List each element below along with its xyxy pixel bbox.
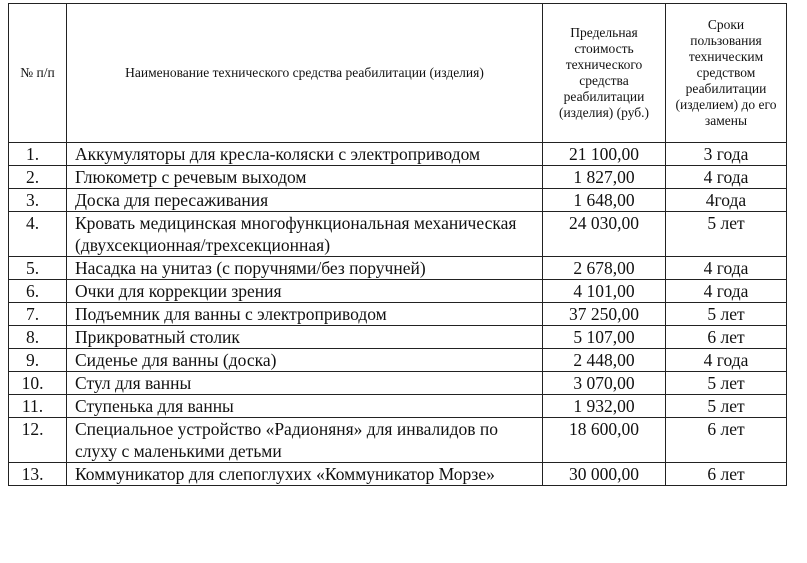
row-term: 3 года xyxy=(666,143,787,166)
row-term: 5 лет xyxy=(666,303,787,326)
table-row xyxy=(9,143,787,166)
table-row xyxy=(9,395,787,418)
row-term: 4 года xyxy=(666,257,787,280)
row-term: 4 года xyxy=(666,349,787,372)
row-num: 9. xyxy=(9,349,67,372)
row-price: 24 030,00 xyxy=(543,212,666,257)
row-num: 13. xyxy=(9,463,67,486)
row-name: Подъемник для ванны с электроприводом xyxy=(67,303,543,326)
row-name: Насадка на унитаз (с поручнями/без поручней) xyxy=(67,257,543,280)
row-name: Специальное устройство «Радионяня» для инвалидов по слуху с маленькими детьми xyxy=(67,418,543,463)
row-num: 3. xyxy=(9,189,67,212)
table-row xyxy=(9,418,787,463)
row-num: 12. xyxy=(9,418,67,463)
row-num: 10. xyxy=(9,372,67,395)
row-num: 7. xyxy=(9,303,67,326)
row-price: 30 000,00 xyxy=(543,463,666,486)
table-row xyxy=(9,212,787,257)
row-term: 6 лет xyxy=(666,463,787,486)
table-row xyxy=(9,189,787,212)
row-term: 5 лет xyxy=(666,212,787,257)
row-price: 2 448,00 xyxy=(543,349,666,372)
row-price: 2 678,00 xyxy=(543,257,666,280)
row-name: Прикроватный столик xyxy=(67,326,543,349)
table-row xyxy=(9,280,787,303)
row-price: 1 827,00 xyxy=(543,166,666,189)
row-term: 5 лет xyxy=(666,372,787,395)
row-name: Коммуникатор для слепоглухих «Коммуникатор Морзе» xyxy=(67,463,543,486)
table-row xyxy=(9,349,787,372)
rehab-devices-table xyxy=(8,3,787,486)
row-price: 37 250,00 xyxy=(543,303,666,326)
header-num: № п/п xyxy=(9,4,67,143)
row-num: 2. xyxy=(9,166,67,189)
row-price: 4 101,00 xyxy=(543,280,666,303)
row-price: 1 932,00 xyxy=(543,395,666,418)
row-price: 18 600,00 xyxy=(543,418,666,463)
row-name: Очки для коррекции зрения xyxy=(67,280,543,303)
header-price: Предельная стоимость технического средства реабилитации (изделия) (руб.) xyxy=(543,4,666,143)
row-num: 1. xyxy=(9,143,67,166)
table-row xyxy=(9,372,787,395)
row-term: 4года xyxy=(666,189,787,212)
row-name: Стул для ванны xyxy=(67,372,543,395)
header-name: Наименование технического средства реабилитации (изделия) xyxy=(67,4,543,143)
row-price: 3 070,00 xyxy=(543,372,666,395)
header-row xyxy=(9,4,787,143)
row-num: 5. xyxy=(9,257,67,280)
header-term: Сроки пользования техническим средством реабилитации (изделием) до его замены xyxy=(666,4,787,143)
table-row xyxy=(9,326,787,349)
row-num: 6. xyxy=(9,280,67,303)
row-name: Доска для пересаживания xyxy=(67,189,543,212)
table-row xyxy=(9,257,787,280)
row-name: Глюкометр с речевым выходом xyxy=(67,166,543,189)
row-price: 1 648,00 xyxy=(543,189,666,212)
table-row xyxy=(9,303,787,326)
row-term: 4 года xyxy=(666,166,787,189)
row-term: 6 лет xyxy=(666,326,787,349)
row-name: Сиденье для ванны (доска) xyxy=(67,349,543,372)
row-name: Аккумуляторы для кресла-коляски с электроприводом xyxy=(67,143,543,166)
row-price: 5 107,00 xyxy=(543,326,666,349)
row-name: Ступенька для ванны xyxy=(67,395,543,418)
row-term: 6 лет xyxy=(666,418,787,463)
row-term: 4 года xyxy=(666,280,787,303)
row-num: 4. xyxy=(9,212,67,257)
row-num: 11. xyxy=(9,395,67,418)
row-price: 21 100,00 xyxy=(543,143,666,166)
row-num: 8. xyxy=(9,326,67,349)
table-row xyxy=(9,463,787,486)
row-name: Кровать медицинская многофункциональная механическая (двухсекционная/трехсекционная) xyxy=(67,212,543,257)
table-row xyxy=(9,166,787,189)
row-term: 5 лет xyxy=(666,395,787,418)
